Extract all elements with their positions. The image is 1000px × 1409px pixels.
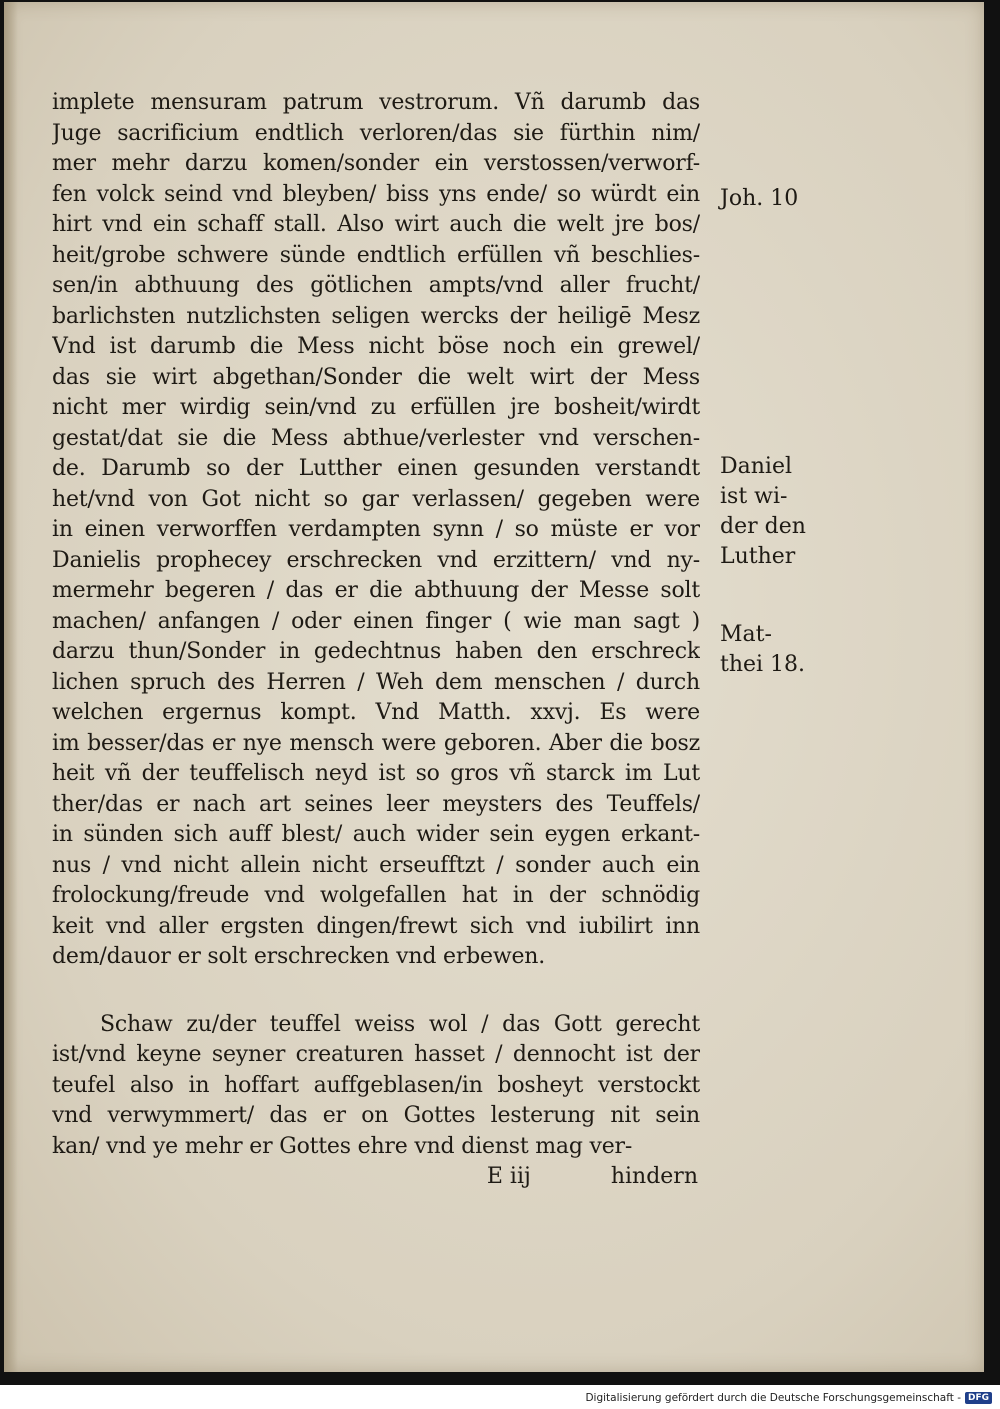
signature-mark: E iij bbox=[486, 1164, 531, 1189]
marginal-note-matthew bbox=[720, 620, 830, 680]
text-line: machen/ anfangen / oder einen finger ( wie man sagt ) bbox=[52, 608, 700, 634]
text-line: das sie wirt abgethan/Sonder die welt wirt der Mess bbox=[52, 364, 700, 390]
text-line: frolockung/freude vnd wolgefallen hat in der schnödig bbox=[52, 883, 700, 908]
marginal-note-line: Joh. 10 bbox=[720, 186, 799, 211]
marginal-note-line: der den bbox=[720, 514, 806, 539]
text-line: heit/grobe schwere sünde endtlich erfüllen vñ beschlies- bbox=[52, 242, 700, 268]
text-line: fen volck seind vnd bleyben/ biss yns ende/ so würdt ein bbox=[52, 181, 700, 207]
text-line: Vnd ist darumb die Mess nicht böse noch ein grewel/ bbox=[52, 334, 700, 359]
text-line: Schaw zu/der teuffel weiss wol / das Gott gerecht bbox=[100, 1011, 700, 1037]
text-line: sen/in abthuung des götlichen ampts/vnd aller frucht/ bbox=[52, 273, 700, 298]
text-line: darzu thun/Sonder in gedechtnus haben den erschreck bbox=[52, 639, 700, 664]
text-line: kan/ vnd ye mehr er Gottes ehre vnd dienst mag ver- bbox=[52, 1133, 633, 1159]
text-line: ist/vnd keyne seyner creaturen hasset / dennocht ist der bbox=[52, 1042, 700, 1067]
text-line: barlichsten nutzlichsten seligen wercks der heiligē Mesz bbox=[52, 303, 700, 329]
text-line: in sünden sich auff blest/ auch wider sein eygen erkant- bbox=[52, 822, 700, 847]
text-line: lichen spruch des Herren / Weh dem menschen / durch bbox=[52, 669, 700, 695]
text-line: welchen ergernus kompt. Vnd Matth. xxvj. Es were bbox=[52, 700, 700, 725]
text-line: ther/das er nach art seines leer meysters des Teuffels/ bbox=[52, 791, 700, 817]
marginal-note-line: ist wi- bbox=[720, 484, 788, 509]
marginal-note-line: Daniel bbox=[720, 454, 793, 479]
text-line: in einen verworffen verdampten synn / so müste er vor bbox=[52, 517, 700, 542]
text-line: implete mensuram patrum vestrorum. Vñ darumb das bbox=[52, 90, 700, 115]
footer-credit bbox=[585, 1392, 992, 1404]
marginal-note-line: Luther bbox=[720, 544, 796, 569]
text-line: Juge sacrificium endtlich verloren/das sie fürthin nim/ bbox=[52, 120, 700, 146]
text-line: vnd verwymmert/ das er on Gottes lesterung nit sein bbox=[52, 1103, 700, 1128]
text-line: nicht mer wirdig sein/vnd zu erfüllen jre bosheit/wirdt bbox=[52, 395, 700, 420]
footer-credit-text: Digitalisierung gefördert durch die Deutsche Forschungsgemeinschaft - bbox=[585, 1392, 961, 1404]
marginal-note-line: Mat- bbox=[720, 622, 772, 647]
book-page bbox=[4, 2, 984, 1372]
text-line: mermehr begeren / das er die abthuung der Messe solt bbox=[52, 578, 700, 603]
paragraph-1 bbox=[52, 88, 700, 973]
catchword: hindern bbox=[610, 1164, 698, 1189]
paragraph-2 bbox=[52, 1010, 700, 1163]
text-line: hirt vnd ein schaff stall. Also wirt auch die welt jre bos/ bbox=[52, 212, 700, 237]
paragraph-gap bbox=[52, 973, 700, 1010]
text-line: mer mehr darzu komen/sonder ein verstossen/verworf- bbox=[52, 151, 700, 176]
text-line: heit vñ der teuffelisch neyd ist so gros vñ starck im Lut bbox=[52, 761, 700, 786]
text-line: keit vnd aller ergsten dingen/frewt sich vnd iubilirt inn bbox=[52, 913, 700, 939]
main-text-block bbox=[52, 88, 700, 1192]
dfg-logo: DFG bbox=[965, 1392, 992, 1404]
signature-line bbox=[52, 1162, 700, 1192]
marginal-note-line: thei 18. bbox=[720, 652, 806, 677]
marginal-note-joh bbox=[720, 184, 830, 214]
text-line: nus / vnd nicht allein nicht erseufftzt / sonder auch ein bbox=[52, 852, 700, 878]
text-line: teufel also in hoffart auffgeblasen/in bosheyt verstockt bbox=[52, 1072, 700, 1098]
text-line: dem/dauor er solt erschrecken vnd erbewen. bbox=[52, 944, 546, 969]
text-line: im besser/das er nye mensch were geboren. Aber die bosz bbox=[52, 730, 700, 756]
text-line: gestat/dat sie die Mess abthue/verlester vnd verschen- bbox=[52, 425, 700, 451]
text-line: Danielis prophecey erschrecken vnd erzittern/ vnd ny- bbox=[52, 547, 700, 573]
text-line: de. Darumb so der Lutther einen gesunden verstandt bbox=[52, 456, 700, 481]
text-line: het/vnd von Got nicht so gar verlassen/ gegeben were bbox=[52, 486, 700, 512]
marginal-note-daniel bbox=[720, 452, 830, 572]
